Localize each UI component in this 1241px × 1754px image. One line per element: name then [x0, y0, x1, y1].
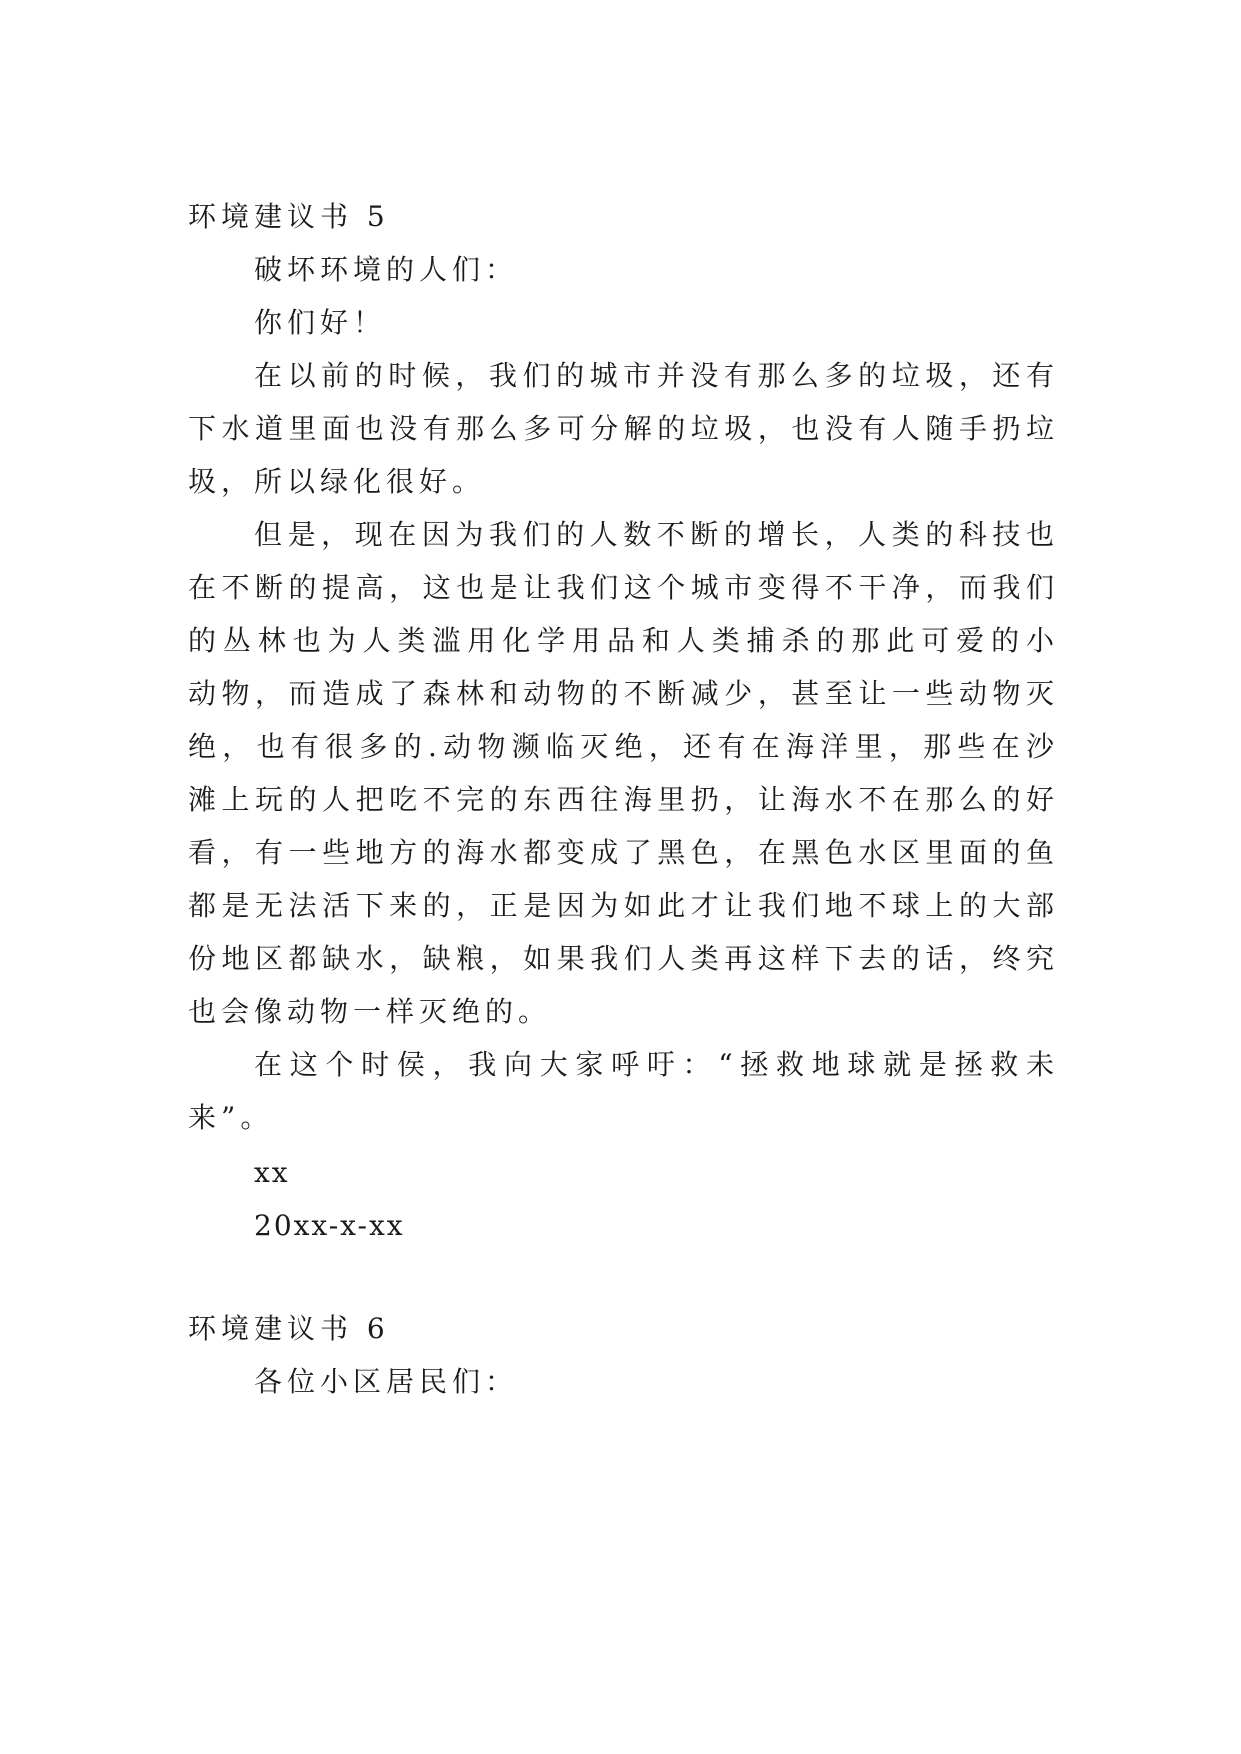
paragraph-line: 都是无法活下来的，正是因为如此才让我们地不球上的大部: [188, 889, 1054, 922]
paragraph-line: 看，有一些地方的海水都变成了黑色，在黑色水区里面的鱼: [188, 836, 1054, 869]
paragraph-line: 但是，现在因为我们的人数不断的增长，人类的科技也: [254, 518, 1054, 551]
greeting: 你们好！: [254, 306, 387, 339]
paragraph-line: 绝，也有很多的.动物濒临灭绝，还有在海洋里，那些在沙: [188, 730, 1054, 763]
salutation: 各位小区居民们：: [254, 1365, 519, 1398]
paragraph-line: 圾，所以绿化很好。: [188, 465, 486, 498]
paragraph-line: 在以前的时候，我们的城市并没有那么多的垃圾，还有: [254, 359, 1054, 392]
paragraph-line: 来”。: [188, 1101, 274, 1134]
paragraph-line: 动物，而造成了森林和动物的不断减少，甚至让一些动物灭: [188, 677, 1054, 710]
paragraph-line: 滩上玩的人把吃不完的东西往海里扔，让海水不在那么的好: [188, 783, 1054, 816]
salutation: 破坏环境的人们：: [254, 253, 519, 286]
paragraph-line: 在不断的提高，这也是让我们这个城市变得不干净，而我们: [188, 571, 1054, 604]
section-title: 环境建议书 6: [188, 1312, 390, 1345]
paragraph-line: 的丛林也为人类滥用化学用品和人类捕杀的那此可爱的小: [188, 624, 1054, 657]
section-title: 环境建议书 5: [188, 200, 390, 233]
paragraph-line: 份地区都缺水，缺粮，如果我们人类再这样下去的话，终究: [188, 942, 1054, 975]
paragraph-line: 在这个时侯，我向大家呼吁：“拯救地球就是拯救未: [254, 1048, 1054, 1081]
paragraph-line: 也会像动物一样灭绝的。: [188, 995, 552, 1028]
paragraph-line: 下水道里面也没有那么多可分解的垃圾，也没有人随手扔垃: [188, 412, 1054, 445]
signature: xx: [254, 1156, 290, 1189]
date: 20xx-x-xx: [254, 1209, 405, 1242]
